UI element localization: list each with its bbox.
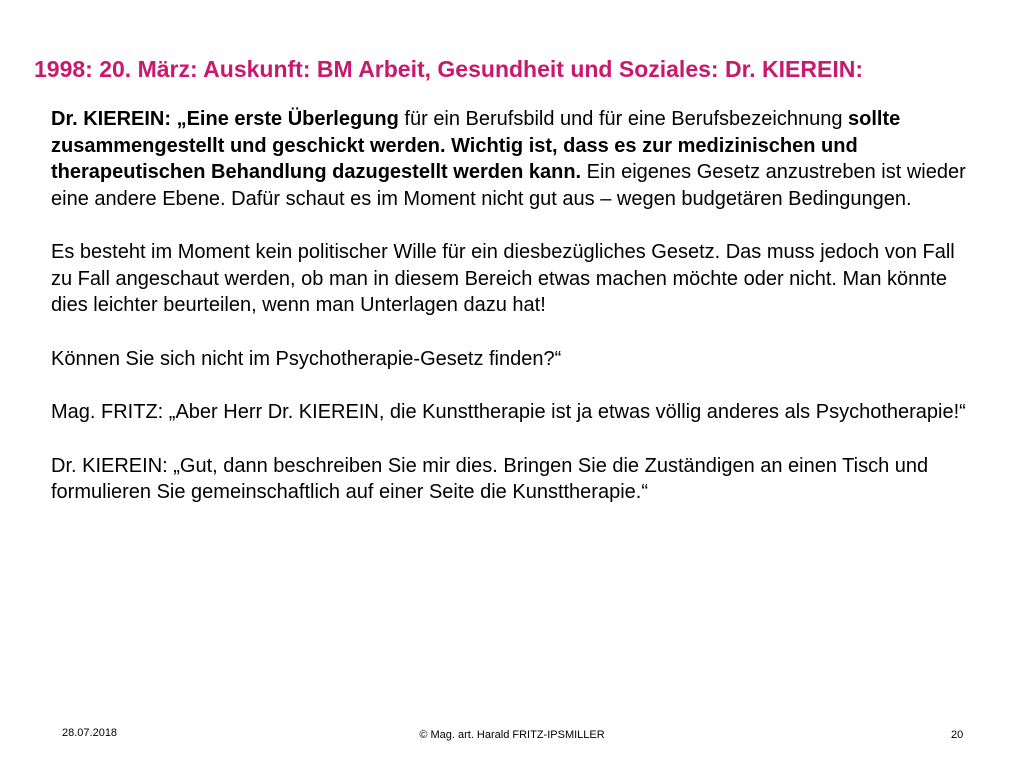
paragraph-2: Es besteht im Moment kein politischer Wille für ein diesbezügliches Gesetz. Das muss jedoch von Fall zu Fall angeschaut werden, ob man in diesem Bereich etwas machen möchte oder nicht. Man könnte dies leichter beurteilen, wenn man Unterlagen dazu hat! [51,241,955,316]
footer-date: 28.07.2018 [62,727,118,739]
footer-copyright: © Mag. art. Harald FRITZ-IPSMILLER [419,729,605,741]
paragraph-1-text-1: für ein Berufsbild und für eine Berufsbezeichnung [398,108,849,130]
paragraph-5: Dr. KIEREIN: „Gut, dann beschreiben Sie mir dies. Bringen Sie die Zuständigen an einen Tisch und formulieren Sie gemeinschaftlich auf einer Seite die Kunsttherapie.“ [51,454,929,503]
paragraph-1-bold-intro: Dr. KIEREIN: „Eine erste Überlegung [51,108,399,130]
page-number: 20 [951,729,964,741]
slide-title: 1998: 20. März: Auskunft: BM Arbeit, Gesundheit und Soziales: Dr. KIEREIN: [34,56,863,82]
paragraph-1-text-2: Ein eigenes Gesetz anzustreben ist wieder eine andere Ebene. Dafür schaut es im Moment nicht gut aus – wegen budgetären Bedingungen. [51,161,966,210]
paragraph-1 [51,106,971,212]
paragraph-4: Mag. FRITZ: „Aber Herr Dr. KIEREIN, die Kunsttherapie ist ja etwas völlig anderes als Psychotherapie!“ [51,401,966,423]
slide-body [51,106,971,533]
paragraph-1-bold-2: sollte zusammengestellt und geschickt werden. Wichtig ist, dass es zur medizinischen und therapeutischen Behandlung dazugestellt werden kann. [51,108,901,183]
paragraph-3: Können Sie sich nicht im Psychotherapie-Gesetz finden?“ [51,347,562,370]
